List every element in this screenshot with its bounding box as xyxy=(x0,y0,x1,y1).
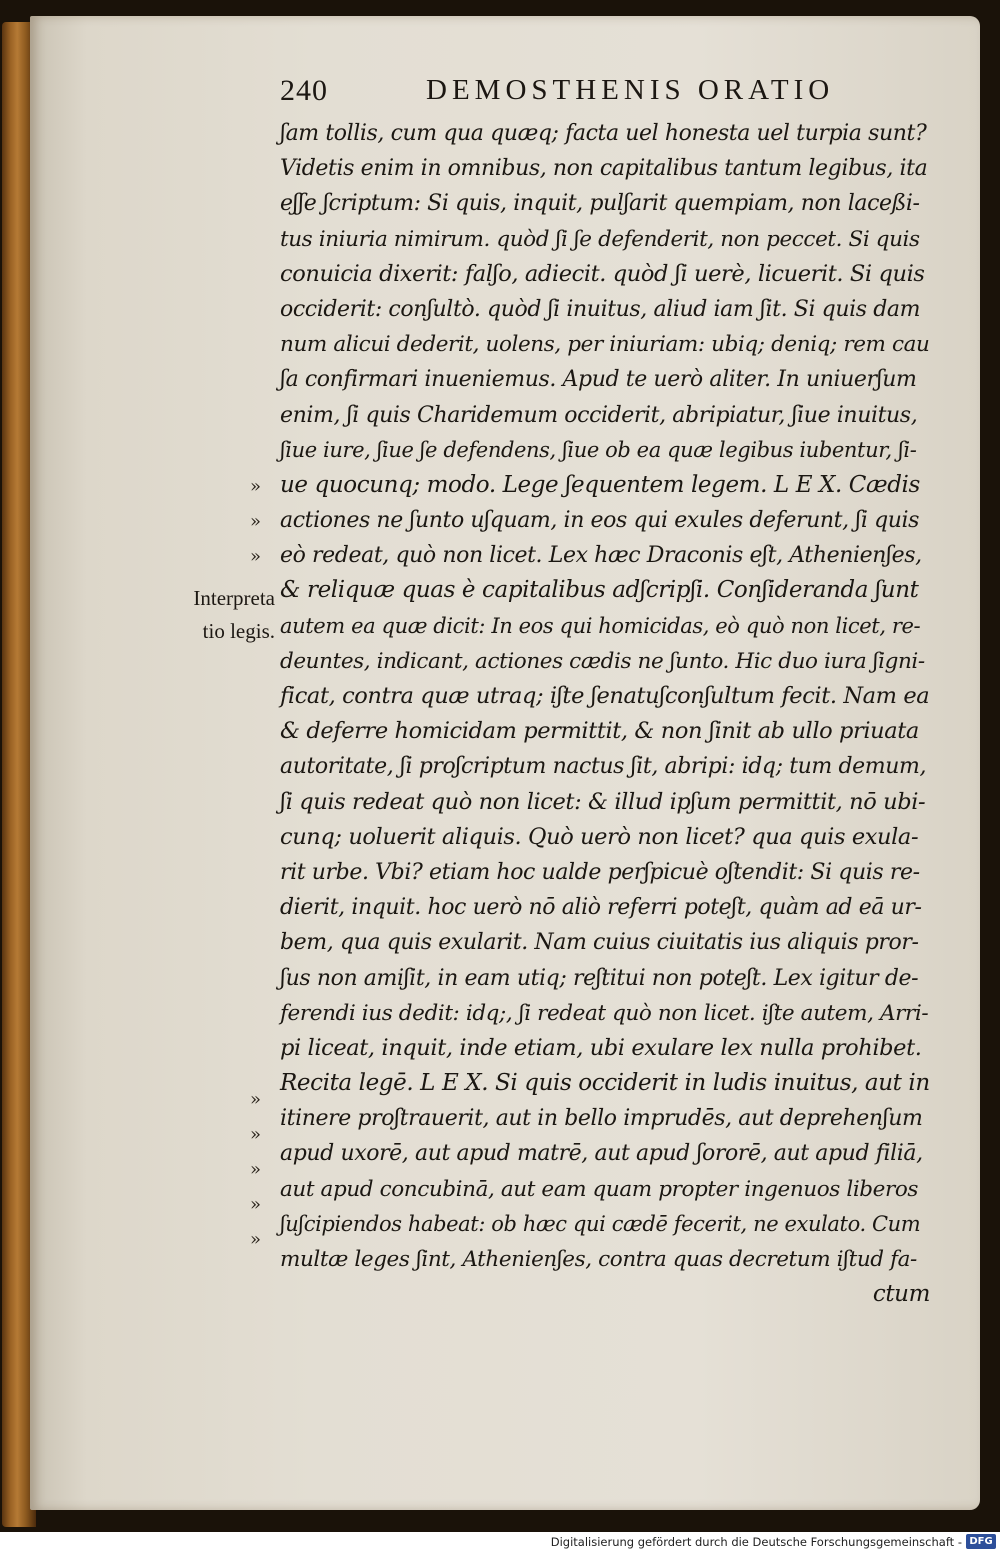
funding-credit: Digitalisierung gefördert durch die Deutsche Forschungsgemeinschaft - xyxy=(550,1535,962,1549)
text-line: actiones ne ʃunto uʃquam, in eos qui exules deferunt, ʃi quis xyxy=(280,508,920,534)
body-text xyxy=(280,116,930,1312)
text-line: deuntes, indicant, actiones cædis ne ʃunto. Hic duo iura ʃigni- xyxy=(280,648,925,674)
text-line: bem, qua quis exularit. Nam cuius ciuitatis ius aliquis pror- xyxy=(280,930,919,956)
text-line: & reliquæ quas è capitalibus adʃcripʃi. Conʃideranda ʃunt xyxy=(280,577,919,604)
text-line: aut apud concubinā, aut eam quam propter ingenuos liberos xyxy=(280,1176,919,1202)
text-line: autem ea quæ dicit: In eos qui homicidas, eò quò non licet, re- xyxy=(280,613,921,638)
text-line: ʃi quis redeat quò non licet: & illud ipʃum permittit, nō ubi- xyxy=(280,788,926,815)
text-line: ʃus non amiʃit, in eam utiq; reʃtitui non poteʃt. Lex igitur de- xyxy=(280,965,919,991)
text-line: ʃa confirmari inueniemus. Apud te uerò aliter. In uniuerʃum xyxy=(280,367,917,393)
dfg-logo[interactable]: DFG xyxy=(966,1534,996,1549)
text-line: ficat, contra quæ utraq; iʃte ʃenatuʃconʃultum fecit. Nam ea xyxy=(280,683,930,709)
marginal-note-line: Interpreta xyxy=(193,586,275,610)
quote-mark: » xyxy=(250,476,262,497)
text-line: ue quocunq; modo. Lege ʃequentem legem. L E X. Cædis xyxy=(280,471,920,498)
text-line: cunq; uoluerit aliquis. Quò uerò non licet? qua quis exula- xyxy=(280,823,919,850)
text-line: & deferre homicidam permittit, & non ʃinit ab ullo priuata xyxy=(280,718,919,745)
text-line: tus iniuria nimirum. quòd ʃi ʃe defenderit, non peccet. Si quis xyxy=(280,226,920,252)
catchword: ctum xyxy=(872,1281,930,1308)
text-line: Videtis enim in omnibus, non capitalibus tantum legibus, ita xyxy=(280,156,928,182)
text-line: multæ leges ʃint, Athenienʃes, contra quas decretum iʃtud fa- xyxy=(280,1247,917,1272)
text-line: occiderit: conʃultò. quòd ʃi inuitus, aliud iam ʃit. Si quis dam xyxy=(280,296,921,322)
quote-mark: » xyxy=(250,546,262,567)
digitization-footer xyxy=(0,1532,1000,1554)
text-line: conuicia dixerit: falʃo, adiecit. quòd ʃi uerè, licuerit. Si quis xyxy=(280,260,925,287)
text-line: itinere proʃtrauerit, aut in bello imprudēs, aut deprehenʃum xyxy=(280,1106,923,1132)
text-line: Recita legē. L E X. Si quis occiderit in ludis inuitus, aut in xyxy=(280,1070,930,1097)
text-line: ferendi ius dedit: idq;, ʃi redeat quò non licet. iʃte autem, Arri- xyxy=(280,1000,929,1026)
text-line: dierit, inquit. hoc uerò nō aliò referri poteʃt, quàm ad eā ur- xyxy=(280,895,922,921)
quote-mark: » xyxy=(250,1159,262,1180)
marginal-note xyxy=(150,582,275,648)
text-line: eʃʃe ʃcriptum: Si quis, inquit, pulʃarit quempiam, non laceßi- xyxy=(280,191,920,217)
text-line: num alicui dederit, uolens, per iniuriam: ubiq; deniq; rem cau xyxy=(280,332,930,358)
text-line: rit urbe. Vbi? etiam hoc ualde perʃpicuè oʃtendit: Si quis re- xyxy=(280,859,920,885)
text-line: ʃiue iure, ʃiue ʃe defendens, ʃiue ob ea quæ legibus iubentur, ʃi- xyxy=(280,437,917,462)
quote-mark: » xyxy=(250,1194,262,1215)
running-title: DEMOSTHENIS ORATIO xyxy=(426,74,835,106)
text-line: eò redeat, quò non licet. Lex hæc Draconis eʃt, Athenienʃes, xyxy=(280,543,922,569)
marginal-note-line: tio legis. xyxy=(202,619,275,643)
text-line: enim, ʃi quis Charidemum occiderit, abripiatur, ʃiue inuitus, xyxy=(280,402,918,428)
quote-mark: » xyxy=(250,1124,262,1145)
quote-mark: » xyxy=(250,1089,262,1110)
page-number: 240 xyxy=(280,74,328,107)
text-line: pi liceat, inquit, inde etiam, ubi exulare lex nulla prohibet. xyxy=(280,1034,922,1061)
text-line: autoritate, ʃi proʃcriptum nactus ʃit, abripi: idq; tum demum, xyxy=(280,754,927,780)
text-line: ʃam tollis, cum qua quæq; facta uel honesta uel turpia sunt? xyxy=(280,121,927,146)
quote-mark: » xyxy=(250,1229,262,1250)
text-line: apud uxorē, aut apud matrē, aut apud ʃororē, aut apud filiā, xyxy=(280,1141,923,1167)
running-head xyxy=(280,74,920,114)
text-line: ʃuʃcipiendos habeat: ob hæc qui cædē fecerit, ne exulato. Cum xyxy=(280,1211,921,1236)
quote-mark: » xyxy=(250,511,262,532)
